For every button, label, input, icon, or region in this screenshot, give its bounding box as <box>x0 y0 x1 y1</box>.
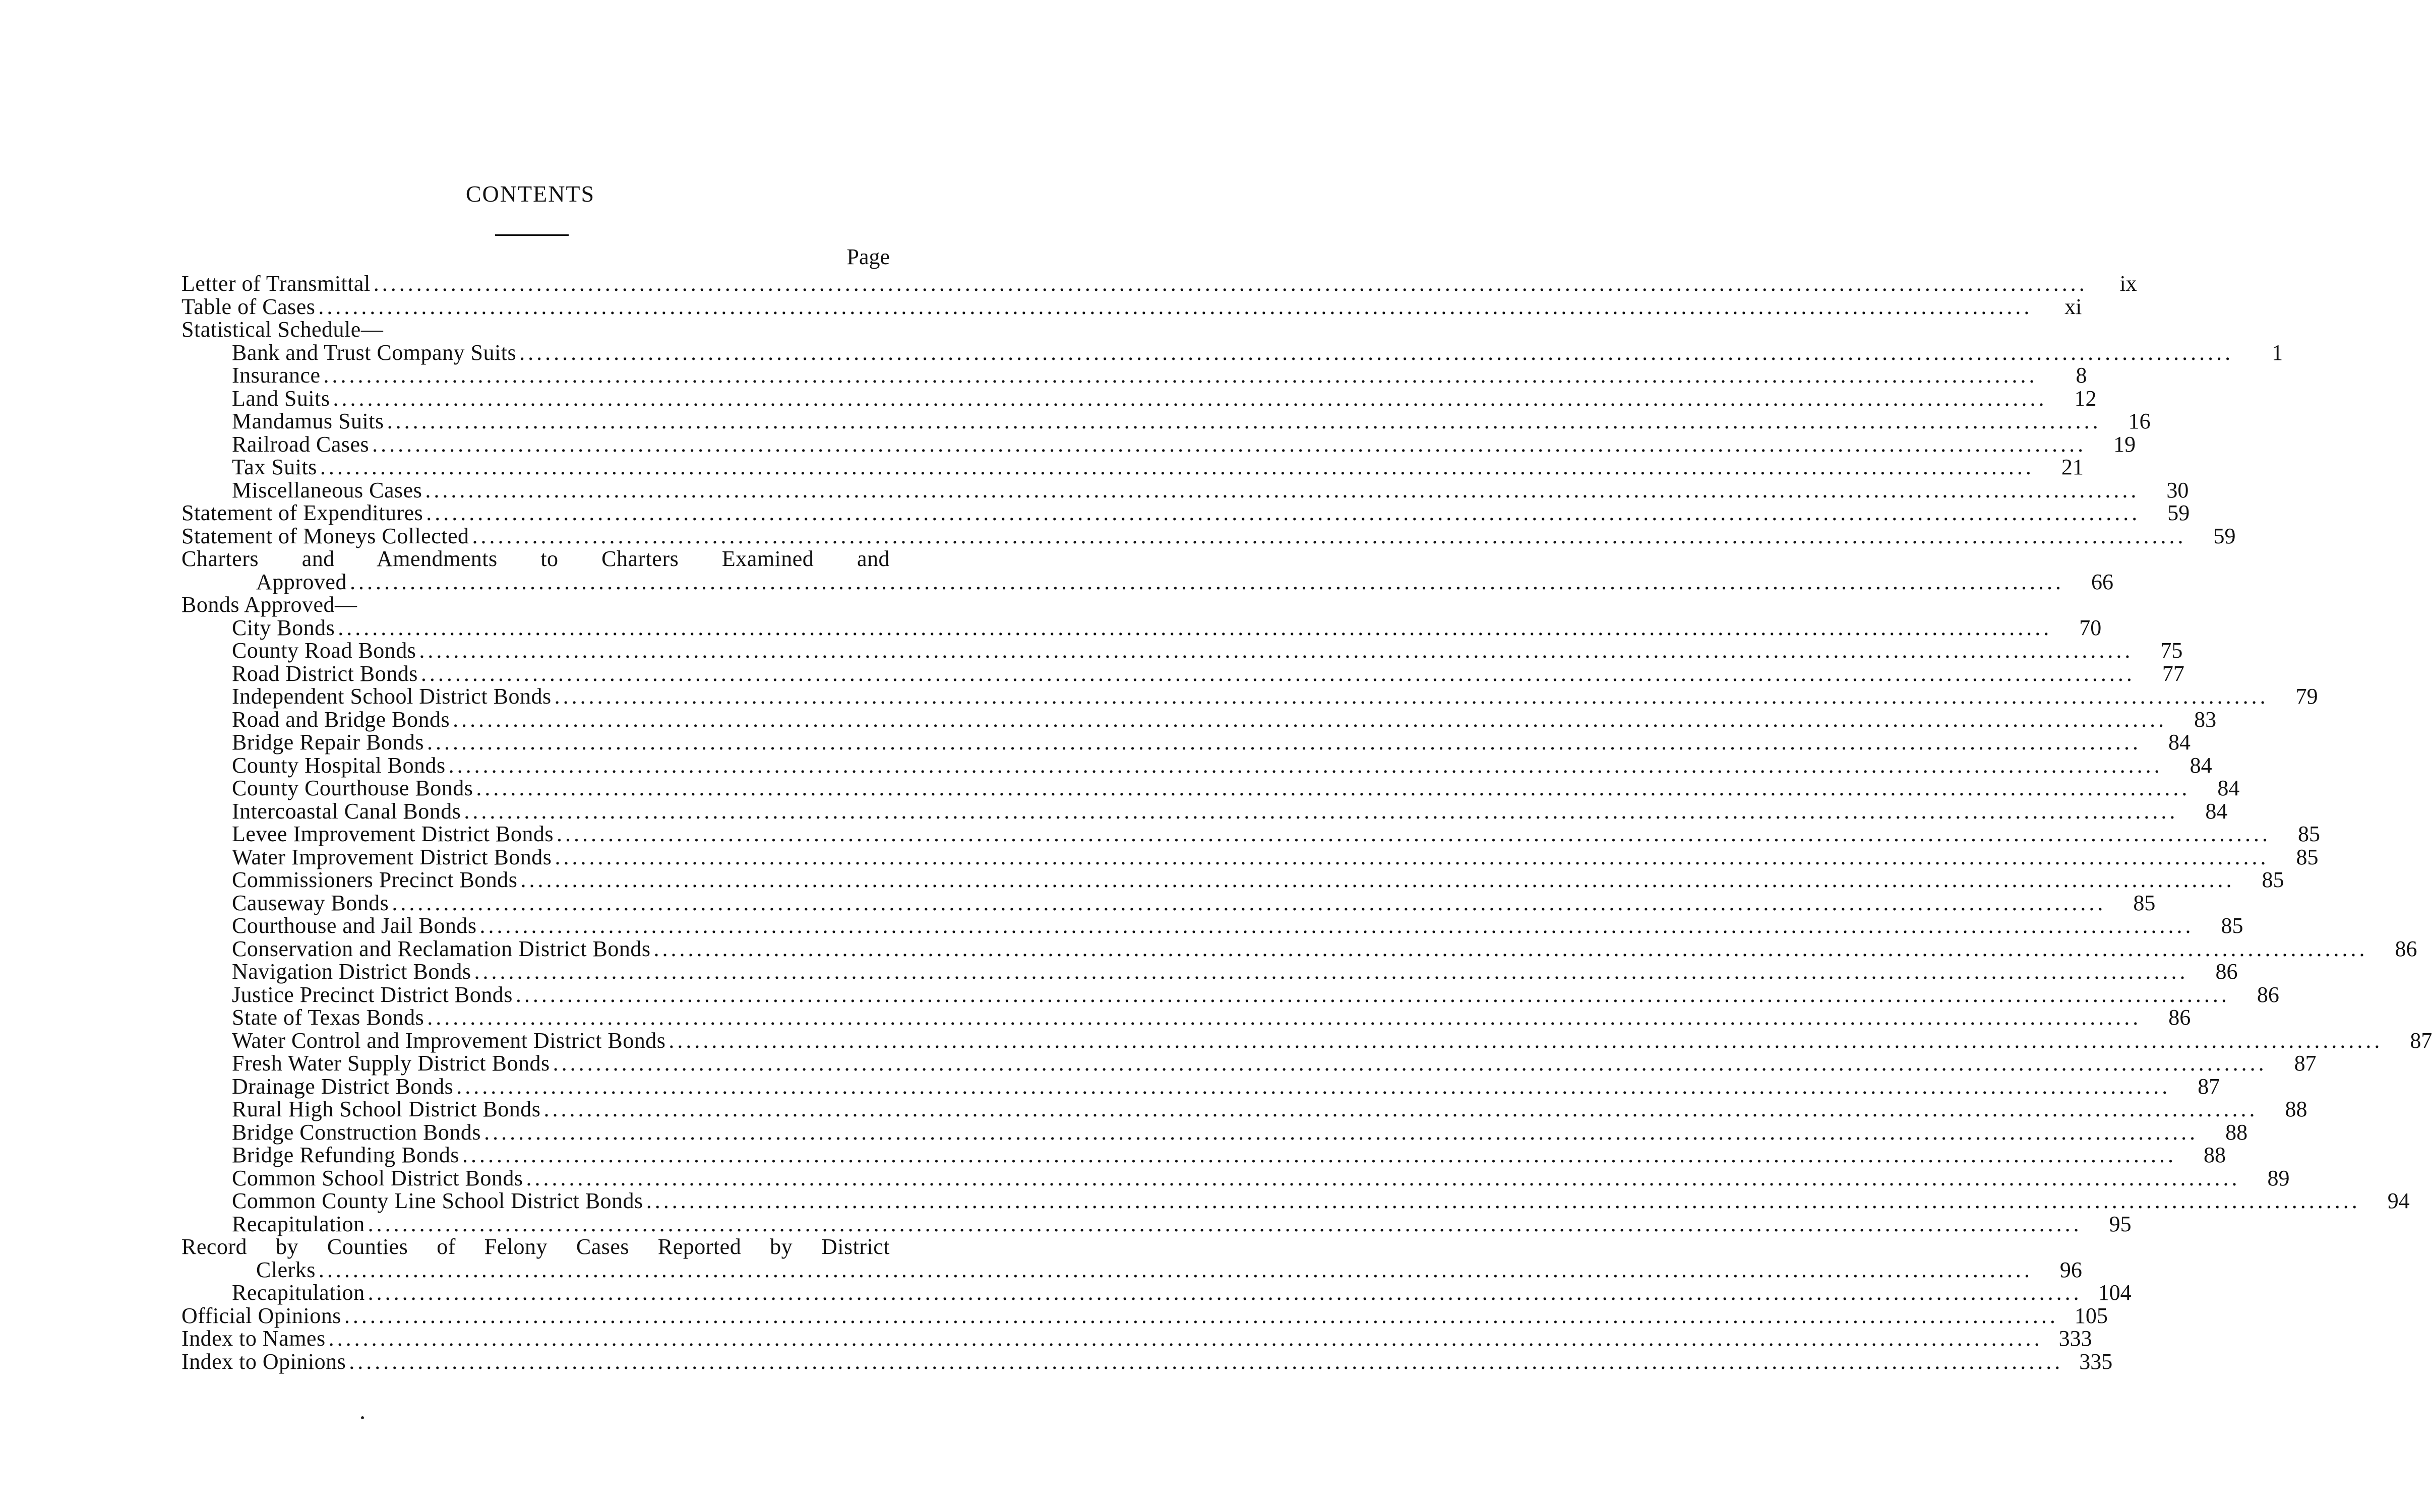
toc-entry-page: 87 <box>2198 1074 2220 1099</box>
toc-entry <box>181 500 2190 525</box>
toc-entry-label: County Road Bonds <box>232 638 416 663</box>
dot-leader: ........................................................................................................................................................................................................ <box>420 661 2135 686</box>
toc-entry-page: 87 <box>2410 1028 2432 1053</box>
toc-entry-label: Commissioners Precinct Bonds <box>232 867 518 892</box>
toc-entry-label: Record by Counties of Felony Cases Reported by District <box>181 1234 890 1259</box>
toc-entry-page: 84 <box>2168 730 2191 754</box>
toc-entry <box>181 890 2156 915</box>
toc-entry-label: Recapitulation <box>232 1211 365 1236</box>
toc-entry <box>181 798 2228 824</box>
toc-entry <box>181 638 2183 663</box>
dot-leader: ........................................................................................................................................................................................................ <box>427 1005 2142 1030</box>
dot-leader: ........................................................................................................................................................................................................ <box>456 1074 2171 1099</box>
dot-leader: ........................................................................................................................................................................................................ <box>338 615 2052 640</box>
toc-entry <box>181 1257 2082 1282</box>
toc-entry-label: Railroad Cases <box>232 431 370 457</box>
toc-entry <box>181 730 2191 754</box>
dot-leader: ........................................................................................................................................................................................................ <box>520 867 2235 892</box>
toc-entry-label: Letter of Transmittal <box>181 271 371 296</box>
dot-leader: ........................................................................................................................................................................................................ <box>349 569 2064 594</box>
toc-entry-label: Bonds Approved— <box>181 592 357 617</box>
toc-entry <box>181 1303 2108 1328</box>
toc-entry-label: Insurance <box>232 363 321 388</box>
toc-entry <box>181 1028 2432 1053</box>
toc-entry-page: 104 <box>2098 1280 2132 1305</box>
toc-entry <box>181 1280 2132 1305</box>
toc-entry-label: Mandamus Suits <box>232 409 384 433</box>
toc-entry <box>181 661 2184 686</box>
toc-entry <box>181 386 2097 411</box>
toc-entry-page: 84 <box>2190 752 2212 778</box>
toc-entry-label: Causeway Bonds <box>232 890 389 915</box>
toc-entry <box>181 294 2082 319</box>
page-title: CONTENTS <box>465 181 595 207</box>
toc-entry-label: Index to Names <box>181 1326 326 1351</box>
toc-entry-label: Bridge Construction Bonds <box>232 1119 481 1145</box>
toc-entry <box>181 1188 2410 1213</box>
dot-leader: ........................................................................................................................................................................................................ <box>344 1303 2058 1328</box>
toc-entry <box>181 913 2243 938</box>
toc-entry-page: 70 <box>2079 615 2102 640</box>
toc-entry-label: Bridge Refunding Bonds <box>232 1143 459 1167</box>
dot-leader: ........................................................................................................................................................................................................ <box>515 982 2230 1007</box>
dot-leader: ........................................................................................................................................................................................................ <box>318 294 2033 319</box>
toc-entry-page: 16 <box>2128 409 2151 433</box>
toc-entry-label: Independent School District Bonds <box>232 684 552 709</box>
dot-leader: ........................................................................................................................................................................................................ <box>476 776 2191 800</box>
toc-entry <box>181 1005 2191 1030</box>
toc-entry-label: Justice Precinct District Bonds <box>232 982 513 1007</box>
toc-entry <box>181 1143 2226 1167</box>
toc-entry-page: 21 <box>2061 455 2084 479</box>
dot-leader: ........................................................................................................................................................................................................ <box>462 1143 2176 1167</box>
toc-entry-label: City Bonds <box>232 615 335 640</box>
dot-leader: ........................................................................................................................................................................................................ <box>653 936 2368 961</box>
toc-entry-label: Bank and Trust Company Suits <box>232 340 517 365</box>
toc-entry-page: 84 <box>2217 776 2240 800</box>
toc-entry <box>181 340 2283 365</box>
toc-entry <box>181 684 2318 709</box>
toc-entry-label: Conservation and Reclamation District Bonds <box>232 936 651 961</box>
dot-leader: ........................................................................................................................................................................................................ <box>479 913 2194 938</box>
toc-entry-page: 88 <box>2285 1097 2307 1121</box>
toc-entry <box>181 363 2087 388</box>
toc-entry <box>181 959 2238 984</box>
toc-entry-label: Water Improvement District Bonds <box>232 844 552 869</box>
toc-entry-label: Bridge Repair Bonds <box>232 730 424 754</box>
toc-entry-page: 85 <box>2221 913 2243 938</box>
toc-entry <box>181 593 890 616</box>
toc-entry-page: 85 <box>2297 822 2320 846</box>
toc-entry-page: 335 <box>2079 1349 2113 1374</box>
toc-entry-page: 333 <box>2058 1326 2092 1351</box>
toc-entry <box>181 569 2113 594</box>
toc-entry <box>181 409 2151 433</box>
toc-entry-page: 86 <box>2215 959 2238 984</box>
toc-entry-label: Intercoastal Canal Bonds <box>232 798 461 824</box>
toc-entry-label: Approved <box>256 569 347 594</box>
dot-leader: ........................................................................................................................................................................................................ <box>323 363 2038 388</box>
toc-entry-page: 8 <box>2076 363 2087 388</box>
toc-entry-label: State of Texas Bonds <box>232 1005 424 1030</box>
toc-entry <box>181 477 2189 502</box>
toc-entry-label: Statement of Expenditures <box>181 500 423 525</box>
dot-leader: ........................................................................................................................................................................................................ <box>543 1097 2258 1121</box>
table-of-contents <box>181 271 2432 1374</box>
toc-entry-label: Statement of Moneys Collected <box>181 523 469 548</box>
toc-entry-page: 85 <box>2262 867 2284 892</box>
dot-leader: ........................................................................................................................................................................................................ <box>426 500 2141 525</box>
toc-entry <box>181 752 2212 778</box>
dot-leader: ........................................................................................................................................................................................................ <box>646 1188 2360 1213</box>
toc-entry-page: 30 <box>2166 477 2189 502</box>
toc-entry <box>181 1074 2220 1099</box>
toc-entry-label: Navigation District Bonds <box>232 959 471 984</box>
toc-entry-page: 105 <box>2074 1303 2108 1328</box>
toc-entry-label: Index to Opinions <box>181 1349 346 1374</box>
toc-entry <box>181 455 2084 479</box>
dot-leader: ........................................................................................................................................................................................................ <box>464 798 2178 824</box>
toc-entry-page: 86 <box>2257 982 2279 1007</box>
toc-entry <box>181 523 2236 548</box>
toc-entry <box>181 982 2279 1007</box>
toc-entry <box>181 776 2240 800</box>
toc-entry-page: 19 <box>2113 431 2136 457</box>
toc-entry-page: ix <box>2119 271 2137 296</box>
toc-entry-label: Courthouse and Jail Bonds <box>232 913 477 938</box>
toc-entry-label: Land Suits <box>232 386 330 411</box>
toc-entry <box>181 318 890 341</box>
dot-leader: ........................................................................................................................................................................................................ <box>554 684 2269 709</box>
toc-entry-page: 83 <box>2194 707 2217 732</box>
toc-entry <box>181 844 2319 869</box>
toc-entry-page: 86 <box>2168 1005 2191 1030</box>
toc-entry <box>181 707 2217 732</box>
toc-entry-label: Rural High School District Bonds <box>232 1097 541 1121</box>
toc-entry-page: xi <box>2064 294 2082 319</box>
dot-leader: ........................................................................................................................................................................................................ <box>392 890 2106 915</box>
toc-entry-page: 84 <box>2205 798 2228 824</box>
toc-entry-page: 59 <box>2167 500 2190 525</box>
toc-entry <box>181 1119 2248 1145</box>
toc-entry <box>181 936 2417 961</box>
dot-leader: ........................................................................................................................................................................................................ <box>556 822 2271 846</box>
toc-entry-page: 75 <box>2160 638 2183 663</box>
toc-entry-page: 77 <box>2162 661 2184 686</box>
toc-entry <box>181 1349 2113 1374</box>
dot-leader: ........................................................................................................................................................................................................ <box>368 1280 2082 1305</box>
dot-leader: ........................................................................................................................................................................................................ <box>320 455 2034 479</box>
toc-entry-page: 89 <box>2267 1165 2290 1190</box>
dot-leader: ........................................................................................................................................................................................................ <box>387 409 2101 433</box>
toc-entry-label: Fresh Water Supply District Bonds <box>232 1051 550 1076</box>
toc-entry-page: 12 <box>2074 386 2097 411</box>
toc-entry-page: 87 <box>2294 1051 2317 1076</box>
toc-entry-page: 1 <box>2272 340 2283 365</box>
toc-entry <box>181 1211 2132 1236</box>
toc-entry <box>181 1051 2317 1076</box>
dot-leader: ........................................................................................................................................................................................................ <box>526 1165 2240 1190</box>
dot-leader: ........................................................................................................................................................................................................ <box>484 1119 2199 1145</box>
toc-entry-label: Statistical Schedule— <box>181 317 384 342</box>
dot-leader: ........................................................................................................................................................................................................ <box>519 340 2234 365</box>
dot-leader: ........................................................................................................................................................................................................ <box>448 752 2163 778</box>
dot-leader: ........................................................................................................................................................................................................ <box>349 1349 2063 1374</box>
dot-leader: ........................................................................................................................................................................................................ <box>453 707 2167 732</box>
toc-entry-label: Clerks <box>256 1257 316 1282</box>
dot-leader: ........................................................................................................................................................................................................ <box>425 477 2140 502</box>
dot-leader: ........................................................................................................................................................................................................ <box>368 1211 2082 1236</box>
toc-entry-page: 85 <box>2133 890 2156 915</box>
dot-leader: ........................................................................................................................................................................................................ <box>372 431 2087 457</box>
toc-entry-label: Official Opinions <box>181 1303 341 1328</box>
stray-mark <box>361 1416 364 1419</box>
toc-entry-label: Road District Bonds <box>232 661 418 686</box>
dot-leader: ........................................................................................................................................................................................................ <box>472 523 2186 548</box>
toc-entry-label: Table of Cases <box>181 294 316 319</box>
dot-leader: ........................................................................................................................................................................................................ <box>373 271 2088 296</box>
toc-entry-label: Recapitulation <box>232 1280 365 1305</box>
dot-leader: ........................................................................................................................................................................................................ <box>555 844 2269 869</box>
toc-entry-page: 95 <box>2109 1211 2132 1236</box>
dot-leader: ........................................................................................................................................................................................................ <box>333 386 2047 411</box>
toc-entry <box>181 1165 2290 1190</box>
toc-entry-page: 88 <box>2203 1143 2226 1167</box>
toc-entry-page: 59 <box>2213 523 2236 548</box>
toc-entry <box>181 1097 2307 1121</box>
toc-entry-label: County Courthouse Bonds <box>232 776 473 800</box>
toc-entry <box>181 431 2136 457</box>
dot-leader: ........................................................................................................................................................................................................ <box>318 1257 2033 1282</box>
toc-entry-label: Charters and Amendments to Charters Examined and <box>181 546 890 571</box>
page-column-heading: Page <box>846 244 890 269</box>
toc-entry <box>181 822 2320 846</box>
toc-entry-page: 86 <box>2395 936 2417 961</box>
toc-entry <box>181 1326 2092 1351</box>
toc-entry-label: Common County Line School District Bonds <box>232 1188 643 1213</box>
dot-leader: ........................................................................................................................................................................................................ <box>419 638 2134 663</box>
toc-entry-label: Miscellaneous Cases <box>232 477 422 502</box>
toc-entry-label: Road and Bridge Bonds <box>232 707 450 732</box>
toc-entry-page: 85 <box>2296 844 2319 869</box>
dot-leader: ........................................................................................................................................................................................................ <box>668 1028 2383 1053</box>
toc-entry-page: 66 <box>2091 569 2113 594</box>
title-rule <box>495 234 569 236</box>
toc-entry <box>181 615 2102 640</box>
toc-entry-page: 88 <box>2225 1119 2248 1145</box>
toc-entry-label: Tax Suits <box>232 455 317 479</box>
dot-leader: ........................................................................................................................................................................................................ <box>474 959 2188 984</box>
toc-entry-page: 79 <box>2295 684 2318 709</box>
toc-entry-label: Drainage District Bonds <box>232 1074 454 1099</box>
toc-entry-label: Levee Improvement District Bonds <box>232 822 554 846</box>
toc-entry-page: 96 <box>2059 1257 2082 1282</box>
toc-entry-page: 94 <box>2387 1188 2410 1213</box>
toc-entry <box>181 271 2137 296</box>
toc-entry-label: Common School District Bonds <box>232 1165 523 1190</box>
dot-leader: ........................................................................................................................................................................................................ <box>427 730 2142 754</box>
dot-leader: ........................................................................................................................................................................................................ <box>553 1051 2267 1076</box>
toc-entry-label: County Hospital Bonds <box>232 752 446 778</box>
toc-entry-label: Water Control and Improvement District Bonds <box>232 1028 666 1053</box>
dot-leader: ........................................................................................................................................................................................................ <box>328 1326 2043 1351</box>
toc-entry <box>181 1235 890 1258</box>
toc-entry <box>181 547 890 571</box>
toc-entry <box>181 867 2284 892</box>
